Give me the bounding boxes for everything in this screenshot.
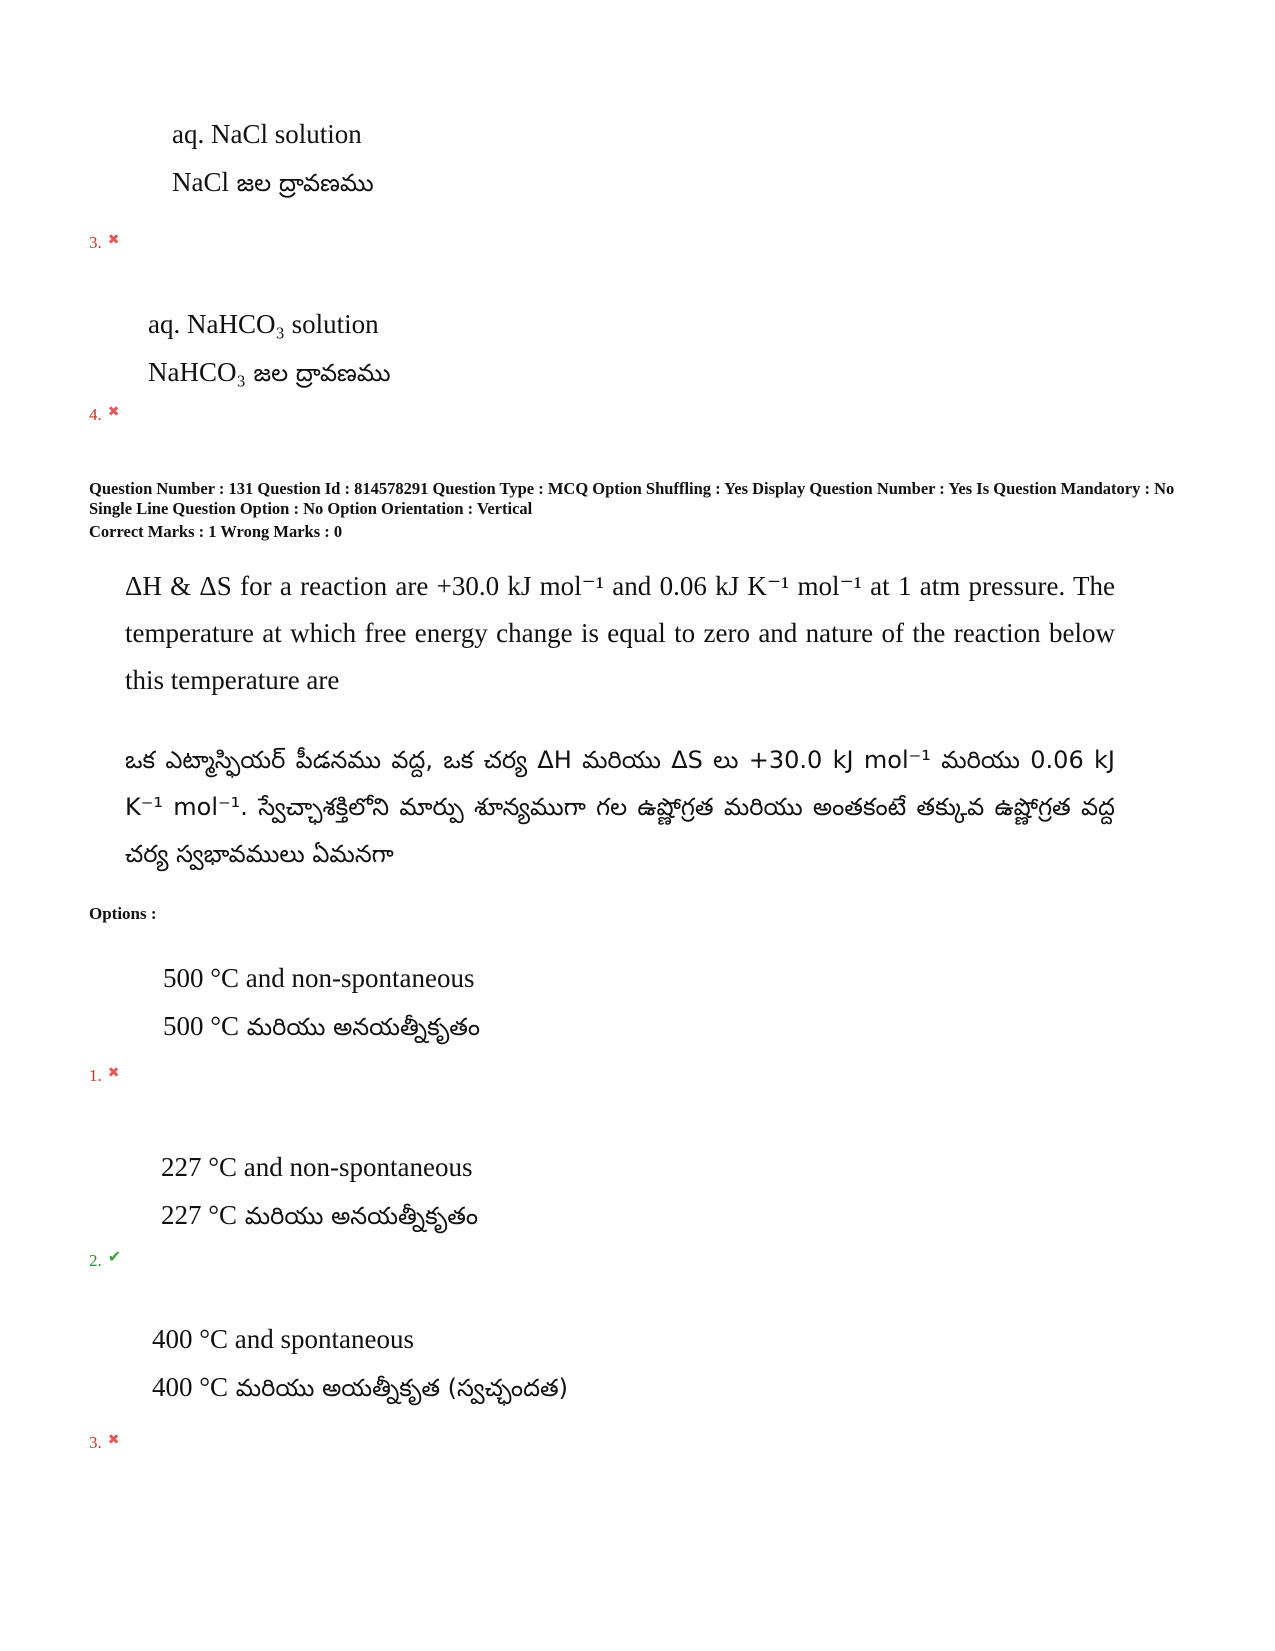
option-2-marker [89,1247,121,1271]
option-1-telugu [163,1010,480,1042]
question-marks: Correct Marks : 1 Wrong Marks : 0 [89,522,343,541]
option-1-marker [89,1065,119,1086]
option-2-telugu-value: 227 °C [161,1200,238,1230]
cross-icon: ✖ [107,1432,120,1448]
option-2-telugu-text: మరియు అనయత్నీకృతం [237,1202,479,1230]
cross-icon: ✖ [107,232,120,248]
cross-icon: ✖ [107,1065,120,1081]
question-text-english: ΔH & ΔS for a reaction are +30.0 kJ mol⁻¹ and 0.06 kJ K⁻¹ mol⁻¹ at 1 atm pressure. The temperature at which free energy change is equal to zero and nature of the reaction below this temperature are [125,571,1115,695]
question-text-telugu: ఒక ఎట్మాస్ఫియర్ పీడనము వద్ద, ఒక చర్య ΔH మరియు ΔS లు +30.0 kJ mol⁻¹ మరియు 0.06 kJ K⁻¹ mol⁻¹. స్వేచ్ఛాశక్తిలోని మార్పు శూన్యముగా గల ఉష్ణోగ్రత మరియు అంతకంటే తక్కువ ఉష్ణోగ్రత వద్ద చర్య స్వభావములు ఏమనగా [125,746,1115,868]
option-2-telugu [161,1199,478,1231]
prev-option-3-marker [89,232,119,253]
checkmark-icon: ✔ [107,1247,122,1266]
option-1-telugu-text: మరియు అనయత్నీకృతం [239,1013,481,1041]
cross-icon: ✖ [107,404,120,420]
option-3-marker [89,1432,119,1453]
option-1-english: 500 °C and non-spontaneous [163,963,475,993]
prev-option-4-marker [89,404,119,425]
prev-option-3-telugu-formula: NaCl [172,167,229,197]
option-1-number: 1. [89,1066,102,1085]
prev-option-3-telugu-text: జల ద్రావణము [229,169,374,197]
option-2-number: 2. [89,1251,102,1270]
prev-option-4-telugu-formula: NaHCO₃ [148,357,246,387]
prev-option-3-english: aq. NaCl solution [172,119,362,149]
prev-option-3-telugu [172,166,374,198]
option-3-english: 400 °C and spontaneous [152,1324,415,1354]
options-label: Options : [89,904,157,923]
option-3-number: 3. [89,1433,102,1452]
prev-option-3-number: 3. [89,233,102,252]
option-3-telugu [152,1371,568,1403]
option-2-english: 227 °C and non-spontaneous [161,1152,473,1182]
option-3-telugu-value: 400 °C [152,1372,229,1402]
prev-option-4-english: aq. NaHCO₃ solution [148,309,379,339]
prev-option-4-number: 4. [89,405,102,424]
prev-option-4-telugu-text: జల ద్రావణము [245,359,391,387]
option-1-telugu-value: 500 °C [163,1011,240,1041]
prev-option-4-telugu [148,356,391,388]
question-metadata: Question Number : 131 Question Id : 814578291 Question Type : MCQ Option Shuffling : Yes Display Question Number : Yes Is Question Mandatory : No Single Line Question Option : No Option Orientation : Vertical [89,479,1175,518]
option-3-telugu-text: మరియు అయత్నీకృత (స్వచ్ఛందత) [228,1374,569,1402]
